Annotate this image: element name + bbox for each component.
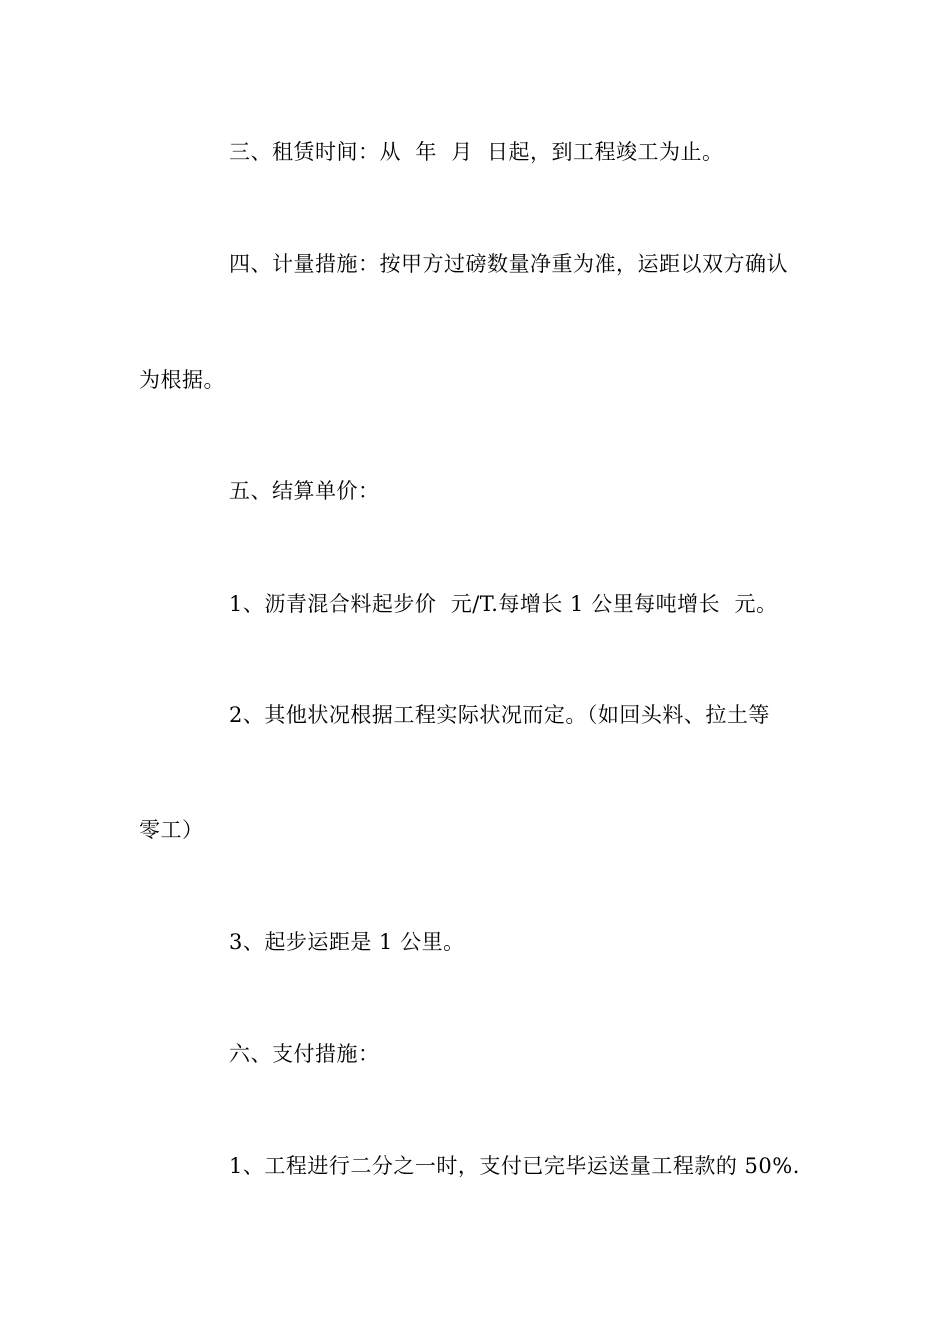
paragraph-asphalt-starting-price: 1、沥青混合料起步价 元/T.每增长 1 公里每吨增长 元。 bbox=[229, 592, 778, 616]
paragraph-other-conditions-continued: 零工） bbox=[139, 818, 204, 842]
paragraph-payment-method-heading: 六、支付措施： bbox=[229, 1042, 380, 1066]
paragraph-measurement-method: 四、计量措施：按甲方过磅数量净重为准，运距以双方确认 bbox=[229, 252, 788, 276]
paragraph-settlement-price-heading: 五、结算单价： bbox=[229, 479, 380, 503]
paragraph-starting-distance: 3、起步运距是 1 公里。 bbox=[229, 930, 465, 954]
paragraph-payment-half-progress: 1、工程进行二分之一时，支付已完毕运送量工程款的 50%. bbox=[229, 1154, 800, 1178]
paragraph-rental-period: 三、租赁时间：从 年 月 日起，到工程竣工为止。 bbox=[229, 140, 724, 164]
paragraph-measurement-method-continued: 为根据。 bbox=[139, 368, 225, 392]
paragraph-other-conditions: 2、其他状况根据工程实际状况而定。（如回头料、拉土等 bbox=[229, 703, 770, 727]
